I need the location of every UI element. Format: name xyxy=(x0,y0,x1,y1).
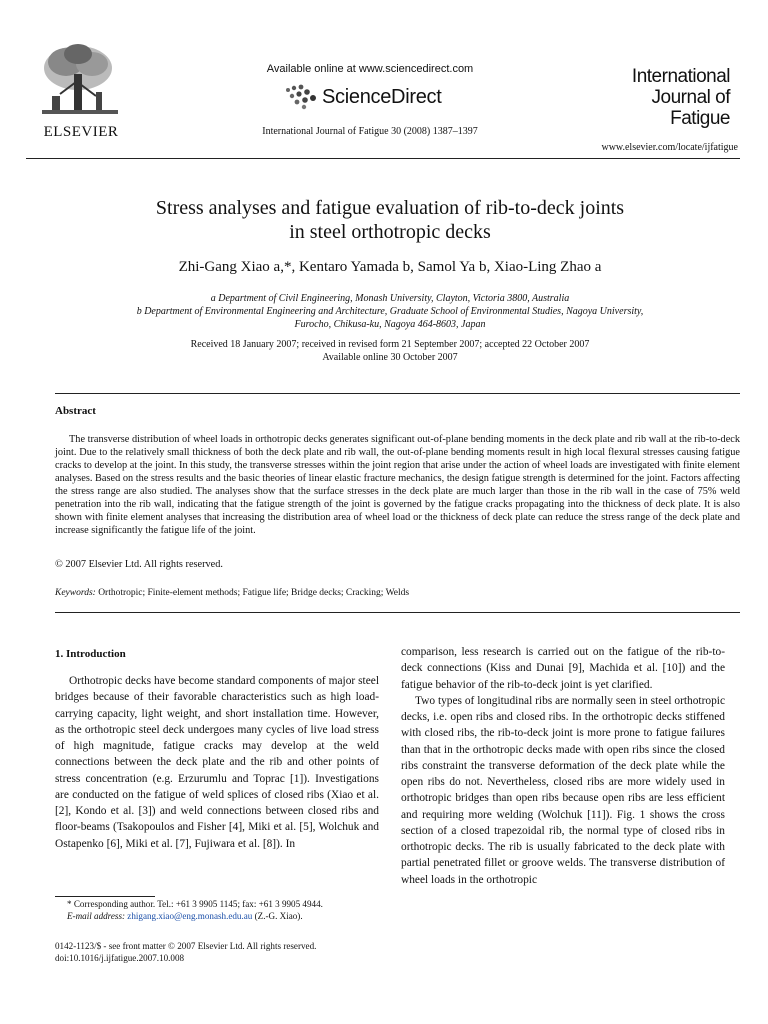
issn-line: 0142-1123/$ - see front matter © 2007 Elsevier Ltd. All rights reserved. xyxy=(55,941,317,951)
abstract-text: The transverse distribution of wheel loads in orthotropic decks generates significant out-of-plane bending moments in the deck plate and rib wall at the rib-to-deck joint. Due to the relatively small thickness of both the deck plate and rib wall, the out-of-plane bending moments result in high local flexural stresses causing fatigue cracks to develop at the joint. In this study, the transverse stresses within the joint region that arise under the action of wheel loads are investigated with finite element analyses. Based on the stress results and the basic theories of linear elastic fracture mechanics, the design fatigue strength is determined for the joint. Factors affecting the stress range are also studied. The analyses show that the surface stresses in the deck plate are much larger than those in the rib wall in the case of 75% weld penetration into the rib wall, indicating that the fatigue strength of the joint is governed by the fatigue cracks propagating into the thickness of deck plate. It is also shown with finite element analyses that increasing the distribution area of wheel load or the thickness of deck plate can reduce the stress range of the deck plate and increase significantly the fatigue life of the joint. xyxy=(55,434,740,536)
abstract-copyright: © 2007 Elsevier Ltd. All rights reserved. xyxy=(55,559,223,570)
article-title xyxy=(60,196,720,244)
title-line-1: Stress analyses and fatigue evaluation of rib-to-deck joints xyxy=(155,197,625,219)
section-1-heading: 1. Introduction xyxy=(55,648,126,660)
article-dates xyxy=(60,338,720,364)
sciencedirect-dots-icon xyxy=(284,84,318,110)
doi-line: doi:10.1016/j.ijfatigue.2007.10.008 xyxy=(55,953,185,963)
affiliation-b-line-2: Furocho, Chikusa-ku, Nagoya 464-8603, Japan xyxy=(294,319,486,330)
keywords-text: Orthotropic; Finite-element methods; Fatigue life; Bridge decks; Cracking; Welds xyxy=(98,588,410,598)
right-column xyxy=(401,644,725,888)
intro-paragraph-1: Orthotropic decks have become standard components of major steel bridges because of their favorable characteristics such as high load-carrying capacity, light weight, and short installation time. However, as the orthotropic steel deck undergoes many cycles of live load stress of high magnitude, fatigue cracks may develop at the weld connections between the deck plate and the rib and other points of stress concentration (e.g. Erzurumlu and Toprac [1]). Investigations are conducted on the fatigue of weld splices of closed ribs (Xiao et al. [2], Kondo et al. [3]) and weld connections between closed ribs and floor-beams (Tsakopoulos and Fisher [4], Miki et al. [5], Wolchuk and Ostapenko [6], Miki et al. [7], Fujiwara et al. [8]). In xyxy=(55,675,379,850)
affiliation-a: a Department of Civil Engineering, Monash University, Clayton, Victoria 3800, Australia xyxy=(210,293,570,304)
sciencedirect-brand: ScienceDirect xyxy=(322,86,442,108)
abstract-bottom-rule xyxy=(55,612,740,613)
journal-logo-line-2: Journal of xyxy=(651,87,730,108)
header-rule xyxy=(26,158,740,159)
keywords-label: Keywords: xyxy=(55,588,96,598)
elsevier-tree-logo xyxy=(30,38,130,126)
left-column xyxy=(55,673,379,852)
email-link[interactable]: zhigang.xiao@eng.monash.edu.au xyxy=(127,911,253,921)
title-line-2: in steel orthotropic decks xyxy=(289,221,491,243)
online-date: Available online 30 October 2007 xyxy=(322,352,458,363)
keywords xyxy=(55,588,740,598)
author-list: Zhi-Gang Xiao a,*, Kentaro Yamada b, Samol Ya b, Xiao-Ling Zhao a xyxy=(178,259,602,275)
affiliation-b-line-1: b Department of Environmental Engineering and Architecture, Graduate School of Environmental Studies, Nagoya University, xyxy=(136,306,644,317)
journal-url[interactable]: www.elsevier.com/locate/ijfatigue xyxy=(601,142,738,153)
journal-logo xyxy=(600,66,730,129)
sciencedirect-logo xyxy=(284,84,484,112)
intro-paragraph-2: Two types of longitudinal ribs are normally seen in steel orthotropic decks, i.e. open ribs and closed ribs. In the orthotropic decks stiffened with closed ribs, the rib-to-deck joint is more prone to fatigue failures than that in the orthotropic decks made with open ribs since the closed ribs constraint the transverse deformation of the deck plate while the open ribs do not. Nevertheless, closed ribs are more widely used in orthotropic bridges than open ribs because open ribs are less efficient and requiring more welding (Wolchuk [11]). Fig. 1 shows the cross section of a closed trapezoidal rib, the normal type of closed ribs in orthotropic decks. The rib is usually fabricated to the deck plate with partial penetrated fillet or groove welds. The transverse distribution of wheel loads in the orthotropic xyxy=(401,694,725,886)
journal-logo-line-1: International xyxy=(631,66,730,87)
footnote-email-line xyxy=(55,910,385,922)
intro-paragraph-1-continued: comparison, less research is carried out on the fatigue of the rib-to-deck connections (Kiss and Dunai [9], Machida et al. [10]) and the fatigue behavior of the rib-to-deck joint is yet clarified. xyxy=(401,646,725,691)
publisher-name: ELSEVIER xyxy=(43,124,119,140)
footnote-rule xyxy=(55,896,155,897)
article-footer xyxy=(55,940,395,964)
journal-citation: International Journal of Fatigue 30 (2008) 1387–1397 xyxy=(262,126,478,137)
journal-logo-line-3: Fatigue xyxy=(670,108,730,129)
email-suffix: (Z.-G. Xiao). xyxy=(254,911,303,921)
received-dates: Received 18 January 2007; received in revised form 21 September 2007; accepted 22 October 2007 xyxy=(190,339,590,350)
available-online: Available online at www.sciencedirect.com xyxy=(266,63,474,75)
footnote-corresponding: * Corresponding author. Tel.: +61 3 9905 1145; fax: +61 3 9905 4944. xyxy=(67,899,323,909)
footnote xyxy=(55,898,385,922)
abstract-heading: Abstract xyxy=(55,405,96,417)
email-label: E-mail address: xyxy=(67,911,126,921)
abstract-body xyxy=(55,433,740,537)
abstract-top-rule xyxy=(55,393,740,394)
affiliations xyxy=(60,292,720,331)
